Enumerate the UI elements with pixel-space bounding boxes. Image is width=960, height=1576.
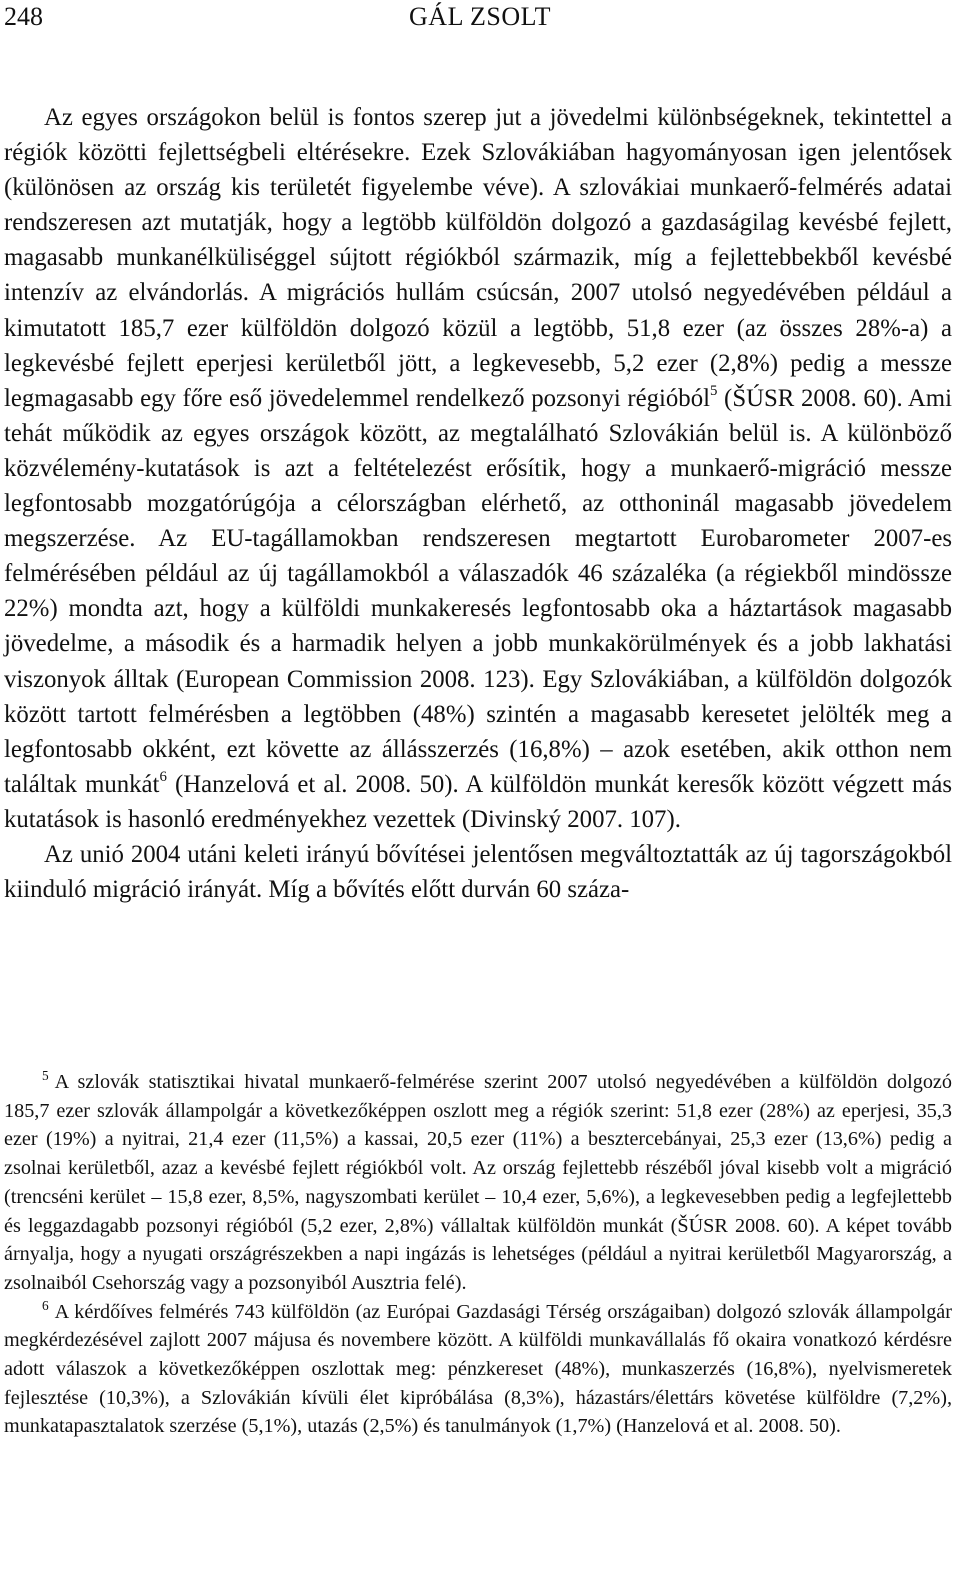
footnote-text: A szlovák statisztikai hivatal munkaerő-felmérése szerint 2007 utolsó negyedévében a külföldön dolgozó 185,7 ezer szlovák állampolgár a következőképpen oszlott meg a régiók szerint: 51,8 ezer (28%) az eperjesi, 35,3 ezer (19%) a nyitrai, 21,4 ezer (11,5%) a kassai, 20,5 ezer (11%) a besztercebányai, 25,3 ezer (13,6%) pedig a zsolnai kerületből, azaz a kevésbé fejlett régiókból volt. Az ország fejlettebb részéből jóval kisebb volt a migráció (trencséni kerület – 15,8 ezer, 8,5%, nagyszombati kerület – 10,4 ezer, 5,6%), a legkevesebben pedig a legfejlettebb és leggazdagabb pozsonyi régióból (5,2 ezer, 2,8%) vállaltak külföldön munkát (ŠÚSR 2008. 60). A képet tovább árnyalja, hogy a nyugati országrészekben a napi ingázás is lehetséges (például a nyitrai kerületből Magyarország, a zsolnaiból Csehország vagy a pozsonyiból Ausztria felé). (4, 1071, 952, 1294)
main-text (4, 100, 952, 907)
running-title: GÁL ZSOLT (409, 2, 551, 31)
footnote-marker: 5 (42, 1068, 49, 1084)
footnote (4, 1298, 952, 1442)
footnote-marker: 6 (42, 1297, 49, 1313)
paragraph-text: Az egyes országokon belül is fontos szerep jut a jövedelmi különbségeknek, tekintettel a régiók közötti fejlettségbeli eltérésekre. Ezek Szlovákiában hagyományosan igen jelentősek (különösen az ország kis területét figyelembe véve). A szlovákiai munkaerő-felmérés adatai rendszeresen azt mutatják, hogy a legtöbb külföldön dolgozó a gazdaságilag kevésbé fejlett, magasabb munkanélküliséggel sújtott régiókból származik, míg a fejlettebbekből kevésbé intenzív az elvándorlás. A migrációs hullám csúcsán, 2007 utolsó negyedévében például a kimutatott 185,7 ezer külföldön dolgozó közül a legtöbb, 51,8 ezer (az összes 28%-a) a legkevésbé fejlett eperjesi kerületből jött, a legkevesebb, 5,2 ezer (2,8%) pedig a messze legmagasabb egy főre eső jövedelemmel rendelkező pozsonyi régióból (4, 104, 952, 412)
page-number: 248 (4, 2, 43, 31)
paragraph (4, 100, 952, 837)
footnote-reference: 6 (159, 769, 167, 786)
page-header (4, 2, 956, 36)
footnote (4, 1068, 952, 1298)
paragraph: Az unió 2004 utáni keleti irányú bővítései jelentősen megváltoztatták az új tagországokból kiinduló migráció irányát. Míg a bővítés előtt durván 60 száza- (4, 840, 952, 904)
paragraph-text: (Hanzelová et al. 2008. 50). A külföldön munkát keresők között végzett más kutatások is hasonló eredményekhez vezettek (Divinský 2007. 107). (4, 770, 952, 833)
footnotes (4, 1068, 952, 1441)
footnote-reference: 5 (710, 383, 718, 399)
footnote-text: A kérdőíves felmérés 743 külföldön (az Európai Gazdasági Térség országaiban) dolgozó szlovák állampolgár megkérdezésével zajlott 2007 májusa és novembere között. A külföldi munkavállalás fő okaira vonatkozó kérdésre adott válaszok a következőképpen oszlottak meg: pénzkereset (48%), munkaszerzés (16,8%), nyelvismeretek fejlesztése (10,3%), a Szlovákián kívüli élet kipróbálása (8,3%), házastárs/élettárs követése külföldre (7,2%), munkatapasztalatok szerzése (5,1%), utazás (2,5%) és tanulmányok (1,7%) (Hanzelová et al. 2008. 50). (4, 1300, 952, 1438)
paragraph-text: (ŠÚSR 2008. 60). Ami tehát működik az egyes országok között, az megtalálható Szlovákián belül is. A különböző közvélemény-kutatások is azt a feltételezést erősítik, hogy a munkaerő-migráció messze legfontosabb mozgatórúgója a célországban elérhető, az otthoninál magasabb jövedelem megszerzése. Az EU-tagállamokban rendszeresen megtartott Eurobarometer 2007-es felmérésében például az új tagállamokból a válaszadók 46 százaléka (a régiekből mindössze 22%) mondta azt, hogy a külföldi munkakeresés legfontosabb oka a háztartások magasabb jövedelme, a második és a harmadik helyen a jobb munkakörülmények és a jobb lakhatási viszonyok álltak (European Commission 2008. 123). Egy Szlovákiában, a külföldön dolgozók között tartott felmérésben a legtöbben (48%) szintén a magasabb keresetet jelölték meg a legfontosabb okként, ezt követte az állásszerzés (16,8%) – azok esetében, akik otthon nem találtak munkát (4, 384, 952, 798)
